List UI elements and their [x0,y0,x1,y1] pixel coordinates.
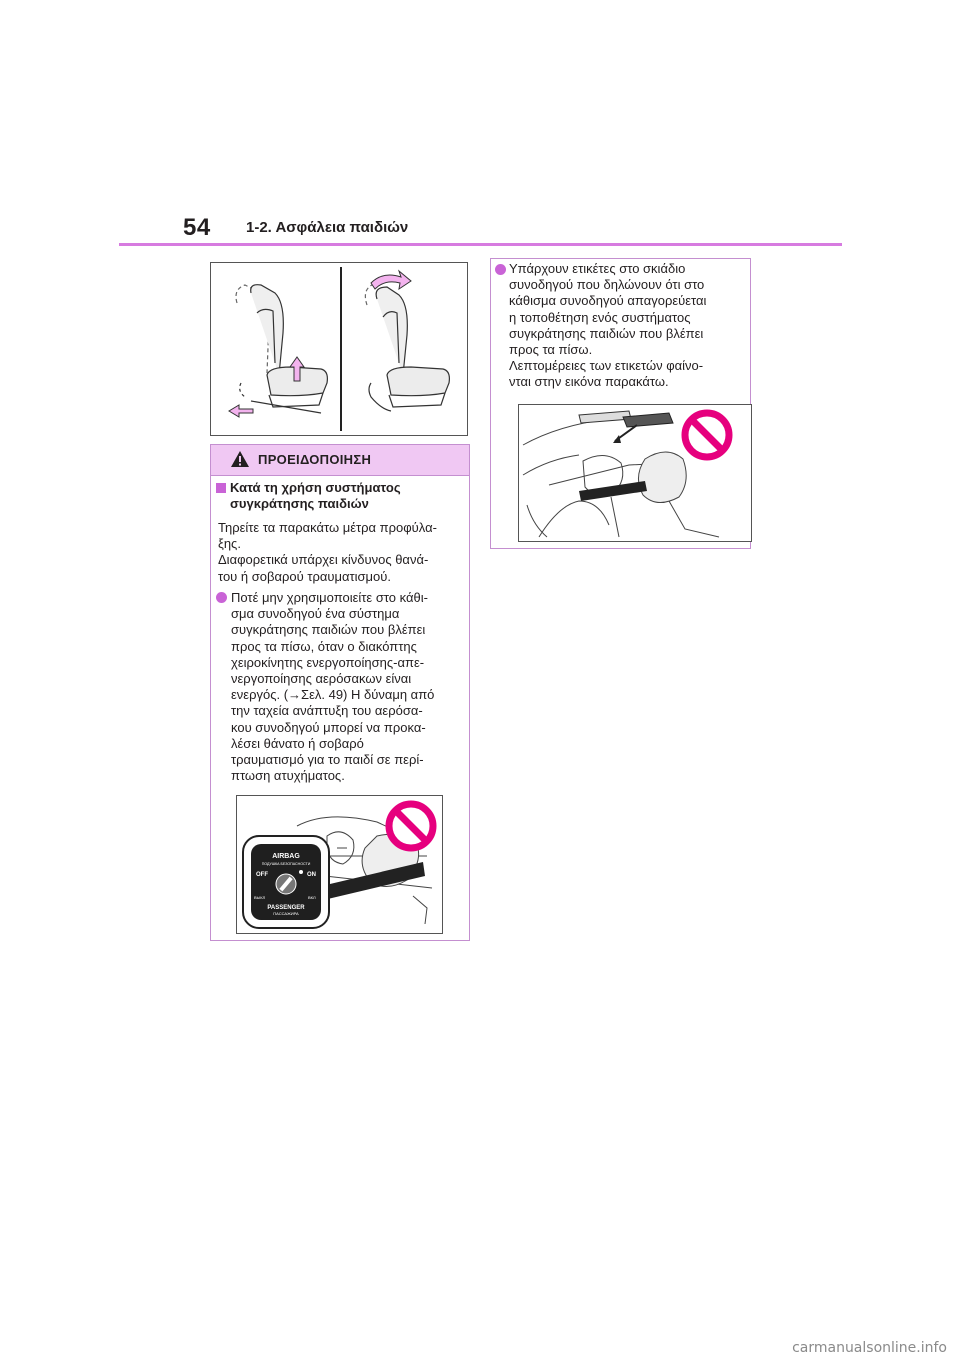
bullet-line: τραυματισμό για το παιδί σε περί- [231,752,424,768]
warning-intro [218,520,466,585]
airbag-switch-figure [236,795,443,934]
intro-line: του ή σοβαρού τραυματισμού. [218,568,391,584]
intro-line: ξης. [218,536,241,552]
warning-title: ΠΡΟΕΙΔΟΠΟΙΗΣΗ [258,452,372,467]
sunvisor-label-figure [518,404,752,542]
info-line: η τοποθέτηση ενός συστήματος [509,309,691,325]
intro-line: Διαφορετικά υπάρχει κίνδυνος θανά- [218,552,429,568]
prohibition-icon [389,804,433,848]
seat-adjustment-figure [210,262,468,436]
page-number: 54 [183,214,211,241]
bullet-line: ενεργός. (→Σελ. 49) Η δύναμη από [231,687,435,703]
bullet-line: λέσει θάνατο ή σοβαρό [231,735,364,751]
bullet-line: συγκράτησης παιδιών που βλέπει [231,622,426,638]
subheading-line: συγκράτησης παιδιών [230,496,369,511]
warning-triangle-icon [230,450,250,468]
section-title: 1-2. Ασφάλεια παιδιών [246,219,409,236]
warning-header [211,445,469,476]
square-bullet-icon [216,483,226,493]
bullet-line: χειροκίνητης ενεργοποίησης-απε- [231,654,425,670]
info-line: νται στην εικόνα παρακάτω. [509,374,669,390]
info-line: συγκράτησης παιδιών που βλέπει [509,325,704,341]
bullet-line: νεργοποίησης αερόσακων είναι [231,671,412,687]
airbag-off-ru: ВЫКЛ [254,895,266,900]
prohibition-icon [685,413,729,457]
bullet-line: πτωση ατυχήματος. [231,768,345,784]
airbag-title: AIRBAG [272,853,300,860]
airbag-on-label: ON [307,872,316,878]
dot-bullet-icon [495,264,506,275]
bullet-line: κου συνοδηγού μπορεί να προκα- [231,719,426,735]
header-rule [119,243,842,246]
dot-bullet-icon [216,592,227,603]
info-line: Υπάρχουν ετικέτες στο σκιάδιο [509,261,686,276]
subheading-line: Κατά τη χρήση συστήματος [230,480,401,495]
warning-bullet-text [231,590,465,784]
info-line: προς τα πίσω. [509,342,593,358]
watermark: carmanualsonline.info [792,1340,947,1356]
airbag-passenger-label: PASSENGER [267,905,305,911]
bullet-line: την ταχεία ανάπτυξη του αερόσα- [231,703,423,719]
info-line: Λεπτομέρειες των ετικετών φαίνο- [509,358,704,374]
intro-line: Τηρείτε τα παρακάτω μέτρα προφύλα- [218,520,437,535]
airbag-passenger-ru: ПАССАЖИРА [273,911,299,916]
info-line: κάθισμα συνοδηγού απαγορεύεται [509,293,707,309]
bullet-line: Ποτέ μην χρησιμοποιείτε στο κάθι- [231,590,428,605]
bullet-line: σμα συνοδηγού ένα σύστημα [231,606,400,622]
sunvisor-info-text [509,261,745,391]
info-line: συνοδηγού που δηλώνουν ότι στο [509,277,705,293]
airbag-off-label: OFF [256,872,268,878]
recline-arrow-icon [371,271,411,289]
airbag-on-ru: ВКЛ [308,895,316,900]
airbag-title-ru: ПОДУШКА БЕЗОПАСНОСТИ [261,862,311,866]
bullet-line: προς τα πίσω, όταν ο διακόπτης [231,638,417,654]
